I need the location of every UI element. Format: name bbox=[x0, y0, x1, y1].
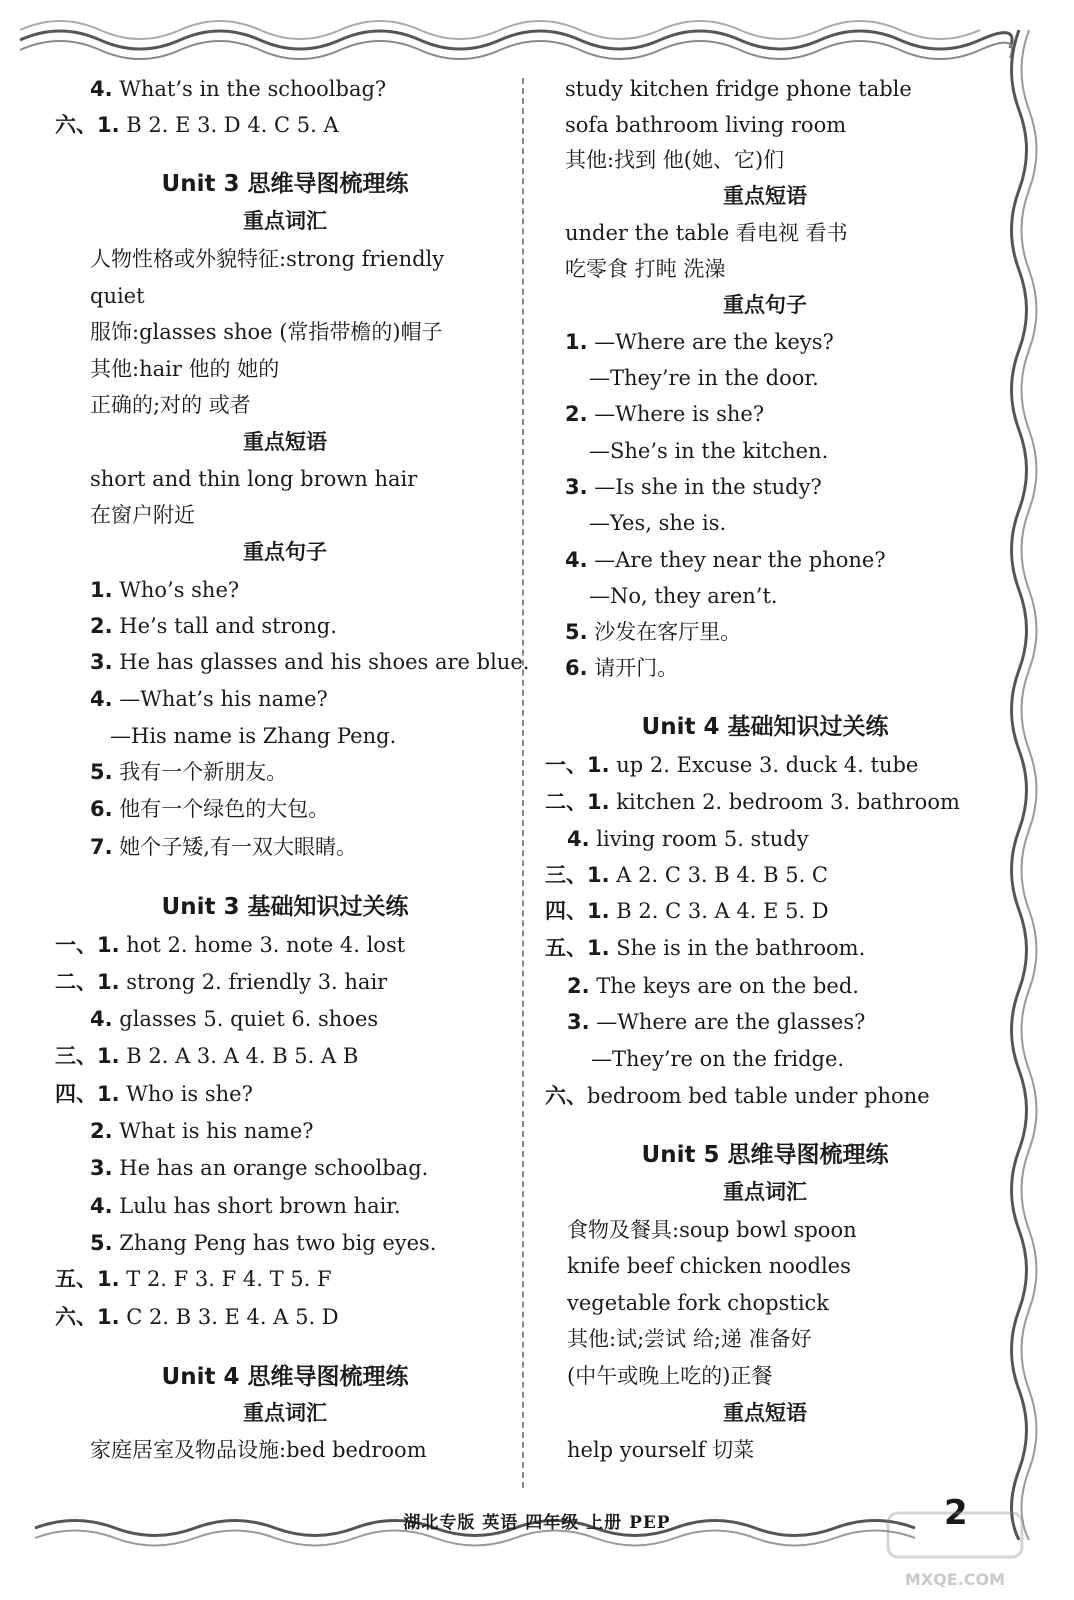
sentence-line: 6. 他有一个绿色的大包。 bbox=[90, 797, 330, 821]
vocab-line: (中午或晚上吃的)正餐 bbox=[567, 1364, 773, 1388]
vocab-line: knife beef chicken noodles bbox=[567, 1254, 851, 1278]
subsection-title: 重点词汇 bbox=[723, 1180, 807, 1204]
sentence-line: 2. —Where is she? bbox=[565, 402, 765, 426]
phrase-line: under the table 看电视 看书 bbox=[565, 221, 848, 245]
sentence-line: 4. —Are they near the phone? bbox=[565, 548, 886, 572]
answer-line: 一、1. up 2. Excuse 3. duck 4. tube bbox=[545, 753, 919, 777]
sentence-line: —No, they aren’t. bbox=[589, 584, 778, 608]
answer-line: 六、1. C 2. B 3. E 4. A 5. D bbox=[55, 1305, 339, 1329]
sentence-line: —They’re in the door. bbox=[589, 366, 819, 390]
answer-line: 2. The keys are on the bed. bbox=[567, 974, 859, 998]
sentence-line: —She’s in the kitchen. bbox=[589, 439, 829, 463]
sentence-line: 1. Who’s she? bbox=[90, 578, 240, 602]
watermark-text: MXQE.COM bbox=[904, 1570, 1006, 1589]
subsection-title: 重点短语 bbox=[243, 430, 327, 454]
answer-line: 六、bedroom bed table under phone bbox=[545, 1084, 930, 1108]
vocab-line: quiet bbox=[90, 284, 145, 308]
subsection-title: 重点短语 bbox=[723, 184, 807, 208]
sentence-line: 5. 我有一个新朋友。 bbox=[90, 760, 288, 784]
vocab-line: 服饰:glasses shoe (常指带檐的)帽子 bbox=[90, 320, 443, 344]
page-number: 2 bbox=[944, 1493, 968, 1533]
sentence-line: 7. 她个子矮,有一双大眼睛。 bbox=[90, 835, 357, 859]
subsection-title: 重点短语 bbox=[723, 1401, 807, 1425]
sentence-line: —His name is Zhang Peng. bbox=[110, 724, 397, 748]
answer-line: 三、1. A 2. C 3. B 4. B 5. C bbox=[545, 863, 828, 887]
right-wave-border bbox=[994, 30, 1044, 1540]
answer-line: 4. What’s in the schoolbag? bbox=[90, 77, 387, 101]
answer-line: 四、1. B 2. C 3. A 4. E 5. D bbox=[545, 899, 829, 923]
answer-line: 二、1. strong 2. friendly 3. hair bbox=[55, 970, 388, 994]
sentence-line: 3. —Is she in the study? bbox=[565, 475, 822, 499]
phrase-line: 在窗户附近 bbox=[90, 503, 195, 527]
answer-line: 一、1. hot 2. home 3. note 4. lost bbox=[55, 933, 406, 957]
sentence-line: 3. He has glasses and his shoes are blue. bbox=[90, 650, 530, 674]
vocab-line: vegetable fork chopstick bbox=[567, 1291, 830, 1315]
sentence-line: 2. He’s tall and strong. bbox=[90, 614, 337, 638]
answer-line: 3. —Where are the glasses? bbox=[567, 1010, 866, 1034]
vocab-line: 家庭居室及物品设施:bed bedroom bbox=[90, 1438, 427, 1462]
sentence-line: —Yes, she is. bbox=[589, 511, 727, 535]
vocab-line: 正确的;对的 或者 bbox=[90, 393, 251, 417]
sentence-line: 1. —Where are the keys? bbox=[565, 330, 834, 354]
answer-line: 4. Lulu has short brown hair. bbox=[90, 1194, 401, 1218]
vocab-line: 其他:试;尝试 给;递 准备好 bbox=[567, 1327, 812, 1351]
top-wave-border bbox=[0, 0, 1074, 70]
column-divider bbox=[522, 78, 524, 1488]
phrase-line: short and thin long brown hair bbox=[90, 467, 418, 491]
phrase-line: help yourself 切菜 bbox=[567, 1438, 755, 1462]
vocab-line: sofa bathroom living room bbox=[565, 113, 847, 137]
section-title: Unit 3 思维导图梳理练 bbox=[161, 171, 409, 197]
subsection-title: 重点词汇 bbox=[243, 209, 327, 233]
section-title: Unit 4 思维导图梳理练 bbox=[161, 1364, 409, 1390]
sentence-line: 6. 请开门。 bbox=[565, 656, 679, 680]
answer-line: 二、1. kitchen 2. bedroom 3. bathroom bbox=[545, 790, 960, 814]
answer-line: 三、1. B 2. A 3. A 4. B 5. A B bbox=[55, 1044, 359, 1068]
subsection-title: 重点句子 bbox=[723, 293, 807, 317]
answer-line: 5. Zhang Peng has two big eyes. bbox=[90, 1231, 437, 1255]
answer-line: 2. What is his name? bbox=[90, 1119, 314, 1143]
section-title: Unit 4 基础知识过关练 bbox=[641, 714, 889, 740]
subsection-title: 重点句子 bbox=[243, 540, 327, 564]
vocab-line: study kitchen fridge phone table bbox=[565, 77, 912, 101]
vocab-line: 食物及餐具:soup bowl spoon bbox=[567, 1218, 857, 1242]
vocab-line: 其他:找到 他(她、它)们 bbox=[565, 148, 785, 172]
answer-line: 六、1. B 2. E 3. D 4. C 5. A bbox=[55, 113, 339, 137]
answer-line: 四、1. Who is she? bbox=[55, 1082, 253, 1106]
answer-line: 五、1. She is in the bathroom. bbox=[545, 936, 866, 960]
answer-line: 4. living room 5. study bbox=[567, 827, 809, 851]
footer-book-info: 湖北专版 英语 四年级 上册 PEP bbox=[403, 1513, 671, 1533]
sentence-line: 4. —What’s his name? bbox=[90, 687, 328, 711]
section-title: Unit 5 思维导图梳理练 bbox=[641, 1142, 889, 1168]
vocab-line: 人物性格或外貌特征:strong friendly bbox=[90, 247, 445, 271]
answer-line: 五、1. T 2. F 3. F 4. T 5. F bbox=[55, 1267, 332, 1291]
watermark-logo bbox=[880, 1505, 1030, 1595]
sentence-line: 5. 沙发在客厅里。 bbox=[565, 620, 742, 644]
answer-line: 3. He has an orange schoolbag. bbox=[90, 1156, 429, 1180]
answer-line: —They’re on the fridge. bbox=[591, 1047, 845, 1071]
subsection-title: 重点词汇 bbox=[243, 1401, 327, 1425]
section-title: Unit 3 基础知识过关练 bbox=[161, 894, 409, 920]
phrase-line: 吃零食 打盹 洗澡 bbox=[565, 257, 726, 281]
vocab-line: 其他:hair 他的 她的 bbox=[90, 357, 280, 381]
answer-line: 4. glasses 5. quiet 6. shoes bbox=[90, 1007, 379, 1031]
